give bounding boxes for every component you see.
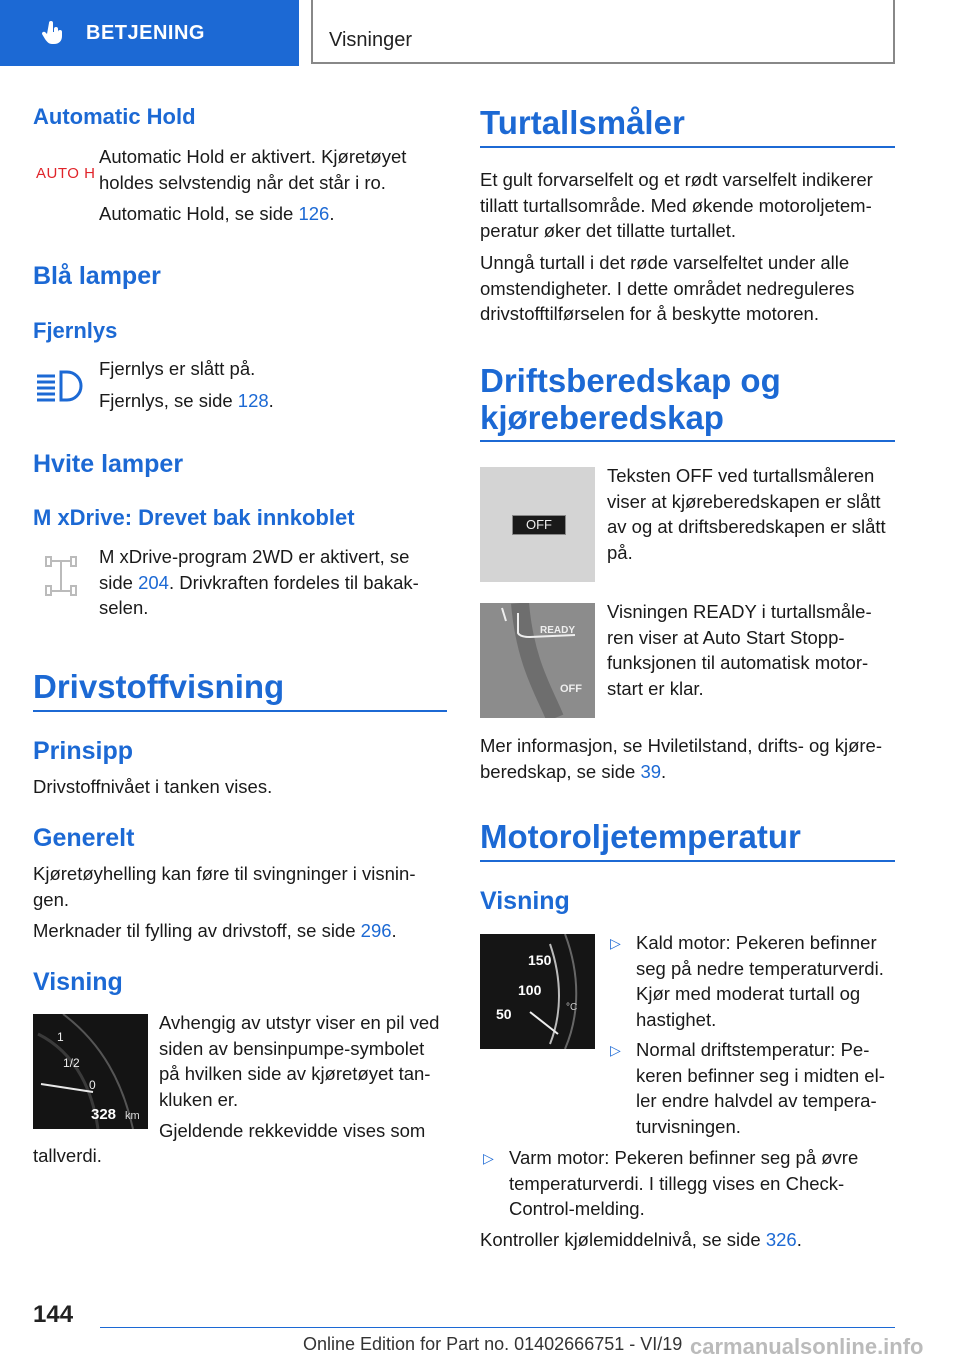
fuel-rule	[33, 710, 447, 712]
general-text: Kjøretøyhelling kan føre til svingninger i visnin- gen.	[33, 863, 416, 910]
bullet-icon: ▷	[610, 1042, 621, 1058]
blue-lamps-heading: Blå lamper	[33, 262, 161, 290]
principle-text: Drivstoffnivået i tanken vises.	[33, 776, 273, 797]
hand-pointer-icon	[40, 20, 66, 46]
oil-hot-text: Varm motor: Pekeren befinner seg på øvre temperaturverdi. I tillegg vises en Check- Control-melding.	[509, 1147, 859, 1219]
fuel-display-heading: Visning	[33, 968, 123, 996]
fuel-note: Merknader til fylling av drivstoff, se side 296.	[33, 920, 397, 941]
chapter-title-box	[311, 0, 895, 64]
high-beam-ref: Fjernlys, se side 128.	[99, 390, 274, 411]
section-tab[interactable]	[0, 0, 299, 66]
autohold-heading: Automatic Hold	[33, 104, 196, 129]
watermark: carmanualsonline.info	[690, 1334, 924, 1359]
tach-heading: Turtallsmåler	[480, 104, 685, 141]
tach-rule	[480, 146, 895, 148]
xdrive-heading: M xDrive: Drevet bak innkoblet	[33, 505, 355, 530]
high-beam-heading: Fjernlys	[33, 318, 118, 343]
fuel-range-text1: Gjeldende rekkevidde vises som	[159, 1120, 426, 1141]
off-text: Teksten OFF ved turtallsmåleren viser at kjøreberedskapen er slått av og at driftsberedskapen er slått på.	[607, 465, 886, 563]
general-heading: Generelt	[33, 824, 135, 852]
tach-p2: Unngå turtall i det røde varselfeltet under alle omstendigheter. I dette området nedreguleres drivstofftilførselen for å beskytte motoren.	[480, 252, 855, 324]
page-link-326[interactable]: 326	[765, 1229, 797, 1250]
high-beam-text: Fjernlys er slått på.	[99, 358, 256, 379]
high-beam-icon	[35, 368, 85, 408]
ready-display-image: READY OFF	[480, 603, 595, 718]
off-badge: OFF	[512, 515, 566, 535]
oil-display-heading: Visning	[480, 887, 570, 915]
autohold-line2: holdes selvstendig når det står i ro.	[99, 171, 386, 193]
oil-rule	[480, 860, 895, 862]
autohold-ref: Automatic Hold, se side 126.	[99, 203, 335, 224]
ready-more: Mer informasjon, se Hviletilstand, drifts- og kjøre- beredskap, se side 39.	[480, 735, 882, 782]
ready-rule	[480, 440, 895, 442]
oil-cold-text: Kald motor: Pekeren befinner seg på nedre temperaturverdi. Kjør med moderat turtall og hastighet.	[636, 932, 884, 1030]
chapter-title: Visninger	[329, 29, 413, 51]
oil-normal-text: Normal driftstemperatur: Pe- keren befinner seg i midten el- ler endre halvdel av tempera- turvisningen.	[636, 1039, 885, 1137]
fuel-heading: Drivstoffvisning	[33, 668, 285, 705]
fuel-gauge-image: 1 1/2 0 328 km	[33, 1014, 148, 1129]
bullet-icon: ▷	[610, 935, 621, 951]
fuel-range: 328	[91, 1106, 117, 1123]
coolant-check: Kontroller kjølemiddelnivå, se side 326.	[480, 1229, 802, 1250]
white-lamps-heading: Hvite lamper	[33, 450, 184, 478]
page-link-39[interactable]: 39	[640, 760, 662, 782]
page-link-126[interactable]: 126	[298, 203, 330, 224]
edition-text: Online Edition for Part no. 01402666751 - VI/19	[303, 1334, 683, 1354]
page-link-204[interactable]: 204	[138, 571, 169, 593]
ready-text: Visningen READY i turtallsmåle- ren viser at Auto Start Stopp- funksjonen til automatisk motor- start er klar.	[607, 601, 872, 699]
xdrive-text: M xDrive-program 2WD er aktivert, se side 204. Drivkraften fordeles til bakak- selen.	[99, 546, 419, 618]
page-link-296[interactable]: 296	[360, 920, 392, 941]
oil-heading: Motoroljetemperatur	[480, 818, 801, 855]
footer-rule	[100, 1327, 895, 1328]
page-number: 144	[33, 1301, 74, 1328]
principle-heading: Prinsipp	[33, 737, 134, 765]
ready-heading: Driftsberedskap og kjøreberedskap	[480, 362, 781, 436]
xdrive-rwd-icon	[44, 553, 78, 601]
autohold-line1: Automatic Hold er aktivert. Kjøretøyet	[99, 146, 407, 167]
page-link-128[interactable]: 128	[237, 390, 269, 411]
auto-h-icon: AUTO H	[36, 165, 96, 182]
fuel-display-text: Avhengig av utstyr viser en pil ved siden av bensinpumpe-symbolet på hvilken side av kjøretøyet tan- kluken er.	[159, 1012, 440, 1110]
tach-p1: Et gult forvarselfelt og et rødt varselfelt indikerer tillatt turtallsområde. Med økende motoroljetem- peratur øker det tillatte turtallet.	[480, 169, 873, 241]
off-display-image	[480, 467, 595, 582]
section-label: BETJENING	[86, 21, 205, 44]
bullet-icon: ▷	[483, 1150, 494, 1166]
oil-gauge-image: 150 100 50 °C	[480, 934, 595, 1049]
fuel-range-text2: tallverdi.	[33, 1145, 102, 1166]
